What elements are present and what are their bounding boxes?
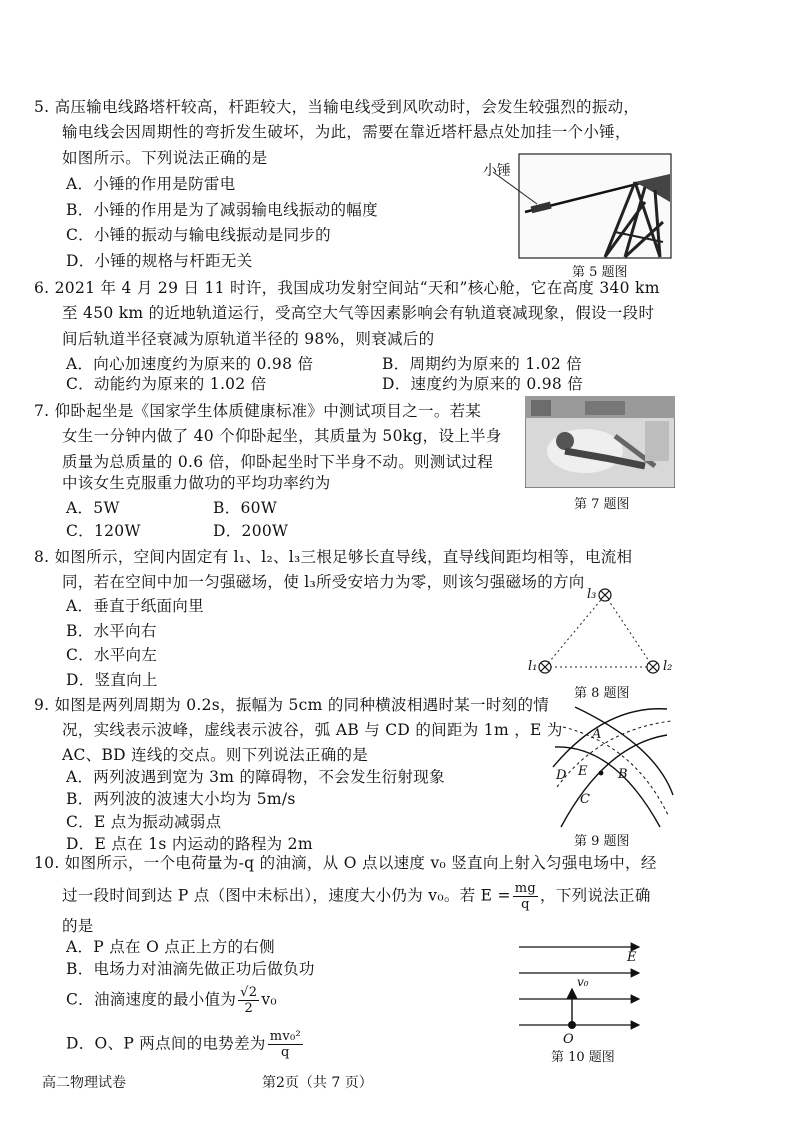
q9-option-b: B．两列波的波速大小均为 5m/s <box>66 790 296 808</box>
q9-caption: 第 9 题图 <box>574 834 630 849</box>
q7-option-a: A．5W <box>66 499 120 517</box>
q5-caption: 第 5 题图 <box>572 265 628 280</box>
q10-fig-o-label: O <box>563 1032 574 1047</box>
figure-8-three-wires <box>525 585 675 680</box>
q10-e-denominator: q <box>521 897 530 912</box>
q8-caption: 第 8 题图 <box>574 686 630 701</box>
q9-stem-line2: 况，实线表示波峰，虚线表示波谷，弧 AB 与 CD 的间距为 1m ，E 为 <box>62 721 563 739</box>
q10-fig-v0-label: v₀ <box>577 975 589 989</box>
q10-option-b: B．电场力对油滴先做正功后做负功 <box>66 960 315 978</box>
q5-option-a: A．小锤的作用是防雷电 <box>66 175 236 193</box>
q7-option-c: C．120W <box>66 522 141 540</box>
q10-e-fraction <box>513 881 538 912</box>
q8-stem-line1: 8. 如图所示，空间内固定有 l₁、l₂、l₃三根足够长直导线，直导线间距均相等，电流相 <box>34 548 633 566</box>
q10-d-numerator: mv₀² <box>269 1029 301 1044</box>
q9-point-e: E <box>578 764 588 779</box>
q8-option-a: A．垂直于纸面向里 <box>66 597 204 615</box>
q5-stem-line1: 5. 高压输电线路塔杆较高，杆距较大，当输电线受到风吹动时，会发生较强烈的振动， <box>34 98 640 116</box>
q9-option-a: A．两列波遇到宽为 3m 的障碍物，不会发生衍射现象 <box>66 768 445 786</box>
q8-option-b: B．水平向右 <box>66 622 157 640</box>
q8-option-c: C．水平向左 <box>66 646 158 664</box>
q10-d-denominator: q <box>281 1045 290 1060</box>
q9-point-d: D <box>556 768 567 783</box>
wire-l3-icon <box>599 589 611 601</box>
q6-option-c: C．动能约为原来的 1.02 倍 <box>66 375 267 393</box>
wire-l1-icon <box>539 661 551 673</box>
q10-stem-line2-text: 过一段时间到达 P 点（图中未标出），速度大小仍为 v₀。若 E = <box>62 886 511 905</box>
q10-option-d-text: D．O、P 两点间的电势差为 <box>66 1034 266 1053</box>
q10-c-numerator: √2 <box>240 985 258 1000</box>
q9-stem-line3: AC、BD 连线的交点。则下列说法正确的是 <box>62 746 369 764</box>
q10-e-numerator: mg <box>514 881 537 896</box>
q9-option-c: C．E 点为振动减弱点 <box>66 813 222 831</box>
q9-option-d: D．E 点在 1s 内运动的路程为 2m <box>66 835 313 853</box>
q7-stem-line3: 质量为总质量的 0.6 倍，仰卧起坐时下半身不动。则测试过程 <box>62 453 494 471</box>
q10-option-c-tail: v₀ <box>261 990 277 1009</box>
q7-stem-line2: 女生一分钟内做了 40 个仰卧起坐，其质量为 50kg，设上半身 <box>62 427 502 445</box>
q8-stem-line2: 同，若在空间中加一匀强磁场，使 l₃所受安培力为零，则该匀强磁场的方向 <box>62 573 585 591</box>
footer-subject: 高二物理试卷 <box>42 1075 126 1091</box>
q6-option-b: B．周期约为原来的 1.02 倍 <box>382 355 583 373</box>
q5-fig-label: 小锤 <box>483 163 511 179</box>
q9-stem-line1: 9. 如图是两列周期为 0.2s，振幅为 5cm 的同种横波相遇时某一时刻的情 <box>34 696 550 714</box>
q6-stem-line3: 间后轨道半径衰减为原轨道半径的 98%，则衰减后的 <box>62 330 435 348</box>
q9-point-a: A <box>592 727 602 742</box>
q10-option-c-text: C．油滴速度的最小值为 <box>66 990 237 1009</box>
q5-stem-line2: 输电线会因周期性的弯折发生破坏，为此，需要在靠近塔杆悬点处加挂一个小锤， <box>62 123 631 141</box>
q10-stem-line1: 10. 如图所示，一个电荷量为-q 的油滴，从 O 点以速度 v₀ 竖直向上射入匀强电场中，经 <box>34 854 657 872</box>
q10-option-c <box>66 985 277 1016</box>
q10-c-denominator: 2 <box>244 1001 254 1016</box>
q5-option-c: C．小锤的振动与输电线振动是同步的 <box>66 226 331 244</box>
q10-option-d <box>66 1029 305 1060</box>
wire-l2-icon <box>647 661 659 673</box>
q9-point-c: C <box>580 792 590 807</box>
figure-5-hammer-tower <box>485 152 675 262</box>
q10-caption: 第 10 题图 <box>551 1050 615 1065</box>
q5-stem-line3: 如图所示。下列说法正确的是 <box>62 149 268 167</box>
footer-page-number: 第2页（共 7 页） <box>262 1075 373 1091</box>
q10-option-a: A．P 点在 O 点正上方的右侧 <box>66 938 275 956</box>
q9-point-b: B <box>618 767 628 782</box>
q6-stem-line2: 至 450 km 的近地轨道运行，受高空大气等因素影响会有轨道衰减现象，假设一段时 <box>62 304 655 322</box>
q7-stem-line4: 中该女生克服重力做功的平均功率约为 <box>62 474 331 492</box>
q10-d-fraction <box>268 1029 303 1060</box>
q8-option-d: D．竖直向上 <box>66 671 158 689</box>
q6-option-d: D．速度约为原来的 0.98 倍 <box>382 375 584 393</box>
q10-stem-line2-tail: ，下列说法正确 <box>540 886 651 905</box>
q7-option-d: D．200W <box>213 522 289 540</box>
q7-caption: 第 7 题图 <box>574 497 630 512</box>
q6-option-a: A．向心加速度约为原来的 0.98 倍 <box>66 355 314 373</box>
q10-stem-line3: 的是 <box>62 917 94 935</box>
q10-fig-e-label: E <box>627 950 637 965</box>
q8-label-l3: l₃ <box>587 587 597 602</box>
q10-c-fraction <box>238 985 259 1016</box>
figure-7-situp-photo <box>525 396 675 488</box>
q8-label-l2: l₂ <box>663 659 673 674</box>
q8-label-l1: l₁ <box>528 659 538 674</box>
q7-option-b: B．60W <box>213 499 278 517</box>
q6-stem-line1: 6. 2021 年 4 月 29 日 11 时许，我国成功发射空间站“天和”核心舱，它在高度 340 km <box>34 279 660 297</box>
q5-option-b: B．小锤的作用是为了减弱输电线振动的幅度 <box>66 201 378 219</box>
q7-stem-line1: 7. 仰卧起坐是《国家学生体质健康标准》中测试项目之一。若某 <box>34 402 482 420</box>
q10-stem-line2 <box>62 881 651 912</box>
q5-option-d: D．小锤的规格与杆距无关 <box>66 252 253 270</box>
